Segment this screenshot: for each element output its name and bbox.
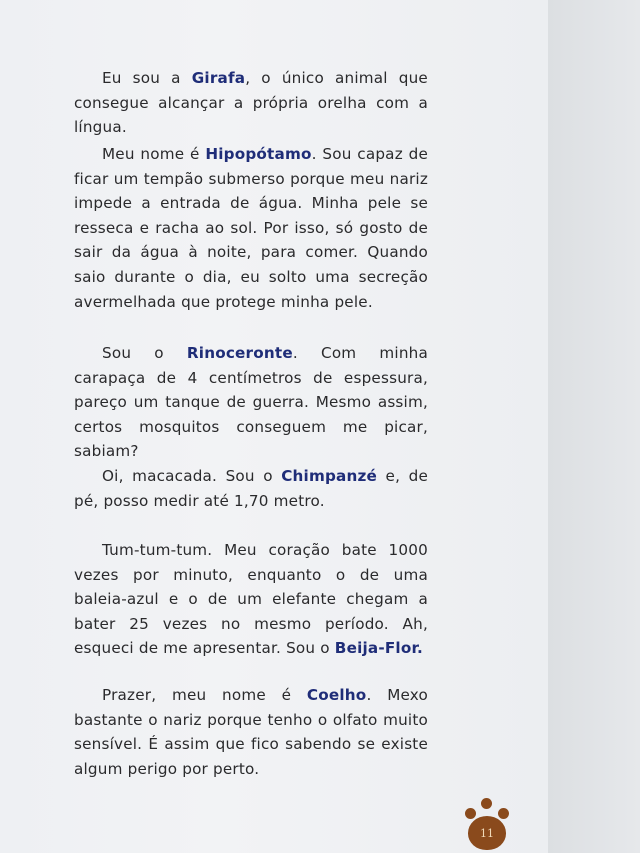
paw-print-icon bbox=[462, 796, 512, 852]
paragraph-hipopotamo bbox=[74, 142, 428, 314]
paragraph-text: Meu nome é bbox=[102, 145, 206, 163]
paragraph-text: Eu sou a bbox=[102, 69, 192, 87]
animal-name: Coelho bbox=[306, 686, 367, 704]
background-surface bbox=[548, 0, 640, 853]
paw-toe bbox=[498, 808, 509, 819]
page-number: 11 bbox=[480, 826, 494, 840]
paragraph-text: Tum-tum-tum. Meu coração bate 1000 vezes por minuto, enquanto o de uma baleia-azul e o de um elefante chegam a bater 25 vezes no mesmo período. Ah, esqueci de me apresentar. Sou o bbox=[74, 541, 428, 658]
paw-pad bbox=[468, 816, 506, 850]
paragraph-coelho bbox=[74, 683, 428, 781]
paragraph-girafa bbox=[74, 66, 428, 140]
paragraph-text: Sou o bbox=[102, 344, 187, 362]
paragraph-text: . Sou capaz de ficar um tempão submerso porque meu nariz impede a entrada de água. Minha pele se resseca e racha ao sol. Por isso, só gosto de sair da água à noite, para comer. Quando saio durante o dia, eu solto uma secreção avermelhada que protege minha pele. bbox=[74, 145, 428, 311]
animal-name: Rinoceronte bbox=[186, 344, 293, 362]
paragraph-text: , o único animal que consegue alcançar a própria orelha com a língua. bbox=[74, 69, 428, 137]
paragraph-text: Oi, macacada. Sou o bbox=[102, 467, 282, 485]
paw-toe bbox=[481, 798, 492, 809]
paragraph-chimpanze bbox=[74, 464, 428, 513]
paragraph-beija-flor bbox=[74, 538, 428, 661]
paragraph-text: e, de pé, posso medir até 1,70 metro. bbox=[74, 467, 428, 510]
animal-name: Chimpanzé bbox=[281, 467, 378, 485]
paw-toe bbox=[465, 808, 476, 819]
animal-name: Hipopótamo bbox=[205, 145, 312, 163]
paragraph-text: . Mexo bastante o nariz porque tenho o olfato muito sensível. É assim que fico sabendo se existe algum perigo por perto. bbox=[74, 686, 428, 778]
paragraph-text: Prazer, meu nome é bbox=[102, 686, 307, 704]
animal-name: Beija-Flor. bbox=[334, 639, 423, 658]
animal-name: Girafa bbox=[191, 69, 246, 87]
paragraph-rinoceronte bbox=[74, 341, 428, 464]
paragraph-text: . Com minha carapaça de 4 centímetros de espessura, pareço um tanque de guerra. Mesmo assim, certos mosquitos conseguem me picar, sabiam? bbox=[74, 344, 428, 461]
